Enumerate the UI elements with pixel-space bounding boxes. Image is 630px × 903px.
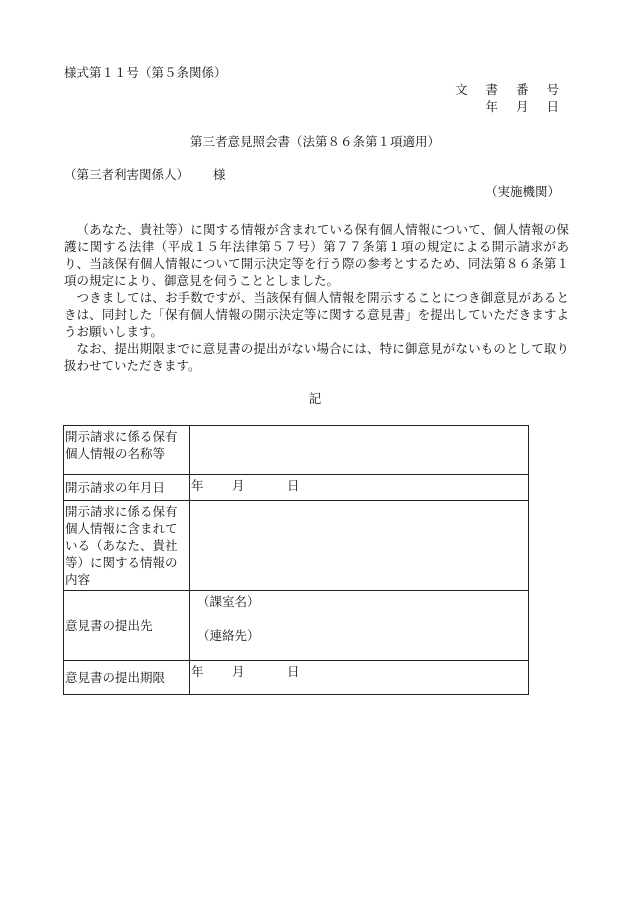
table-row-info-name [64, 426, 529, 475]
request-month: 月 [232, 478, 245, 493]
deadline-day: 日 [287, 664, 300, 679]
body-text [64, 221, 569, 374]
value-info-name [190, 426, 529, 475]
label-info-content: 開示請求に係る保有個人情報に含まれている（あなた、貴社等）に関する情報の内容 [64, 501, 190, 591]
dest-contact: （連絡先） [197, 628, 260, 643]
addressee [64, 169, 226, 182]
ki-heading: 記 [308, 391, 322, 406]
table-row-request-date [64, 475, 529, 501]
body-paragraph-2: つきましては、お手数ですが、当該保有個人情報を開示することにつき御意見があるときは、同封した「保有個人情報の開示決定等に関する意見書」を提出していただきますようお願いします。 [64, 290, 569, 339]
value-info-content [190, 501, 529, 591]
form-number: 様式第１１号（第５条関係） [64, 65, 227, 80]
document-title: 第三者意見照会書（法第８６条第１項適用） [189, 134, 440, 149]
body-paragraph-3: なお、提出期限までに意見書の提出がない場合には、特に御意見がないものとして取り扱わせていただきます。 [64, 341, 569, 373]
document-number-label: 文 書 番 号 [455, 82, 566, 97]
body-paragraph-1: （あなた、貴社等）に関する情報が含まれている保有個人情報について、個人情報の保護に関する法律（平成１５年法律第５７号）第７７条第１項の規定による開示請求があり、当該保有個人情報について開示決定等を行う際の参考とするため、同法第８６条第１項の規定により、御意見を伺うこととしました。 [64, 222, 569, 288]
request-day: 日 [287, 478, 300, 493]
label-info-name: 開示請求に係る保有個人情報の名称等 [64, 426, 190, 475]
table-row-info-content [64, 501, 529, 591]
table-row-submission-dest [64, 591, 529, 661]
addressee-party: （第三者利害関係人） [64, 167, 190, 182]
value-submission-dest [190, 591, 529, 661]
request-year: 年 [191, 478, 204, 493]
label-submission-dest: 意見書の提出先 [64, 591, 190, 661]
table-row-deadline [64, 661, 529, 695]
dest-section-name: （課室名） [197, 594, 260, 609]
document-date-label: 年 月 日 [485, 99, 566, 114]
info-table [63, 425, 529, 695]
deadline-month: 月 [232, 664, 245, 679]
addressee-honorific: 様 [213, 167, 226, 182]
label-deadline: 意見書の提出期限 [64, 661, 190, 695]
implementing-agency: （実施機関） [484, 184, 560, 199]
label-request-date: 開示請求の年月日 [64, 475, 190, 501]
value-deadline [190, 661, 529, 695]
deadline-year: 年 [191, 664, 204, 679]
value-request-date [190, 475, 529, 501]
